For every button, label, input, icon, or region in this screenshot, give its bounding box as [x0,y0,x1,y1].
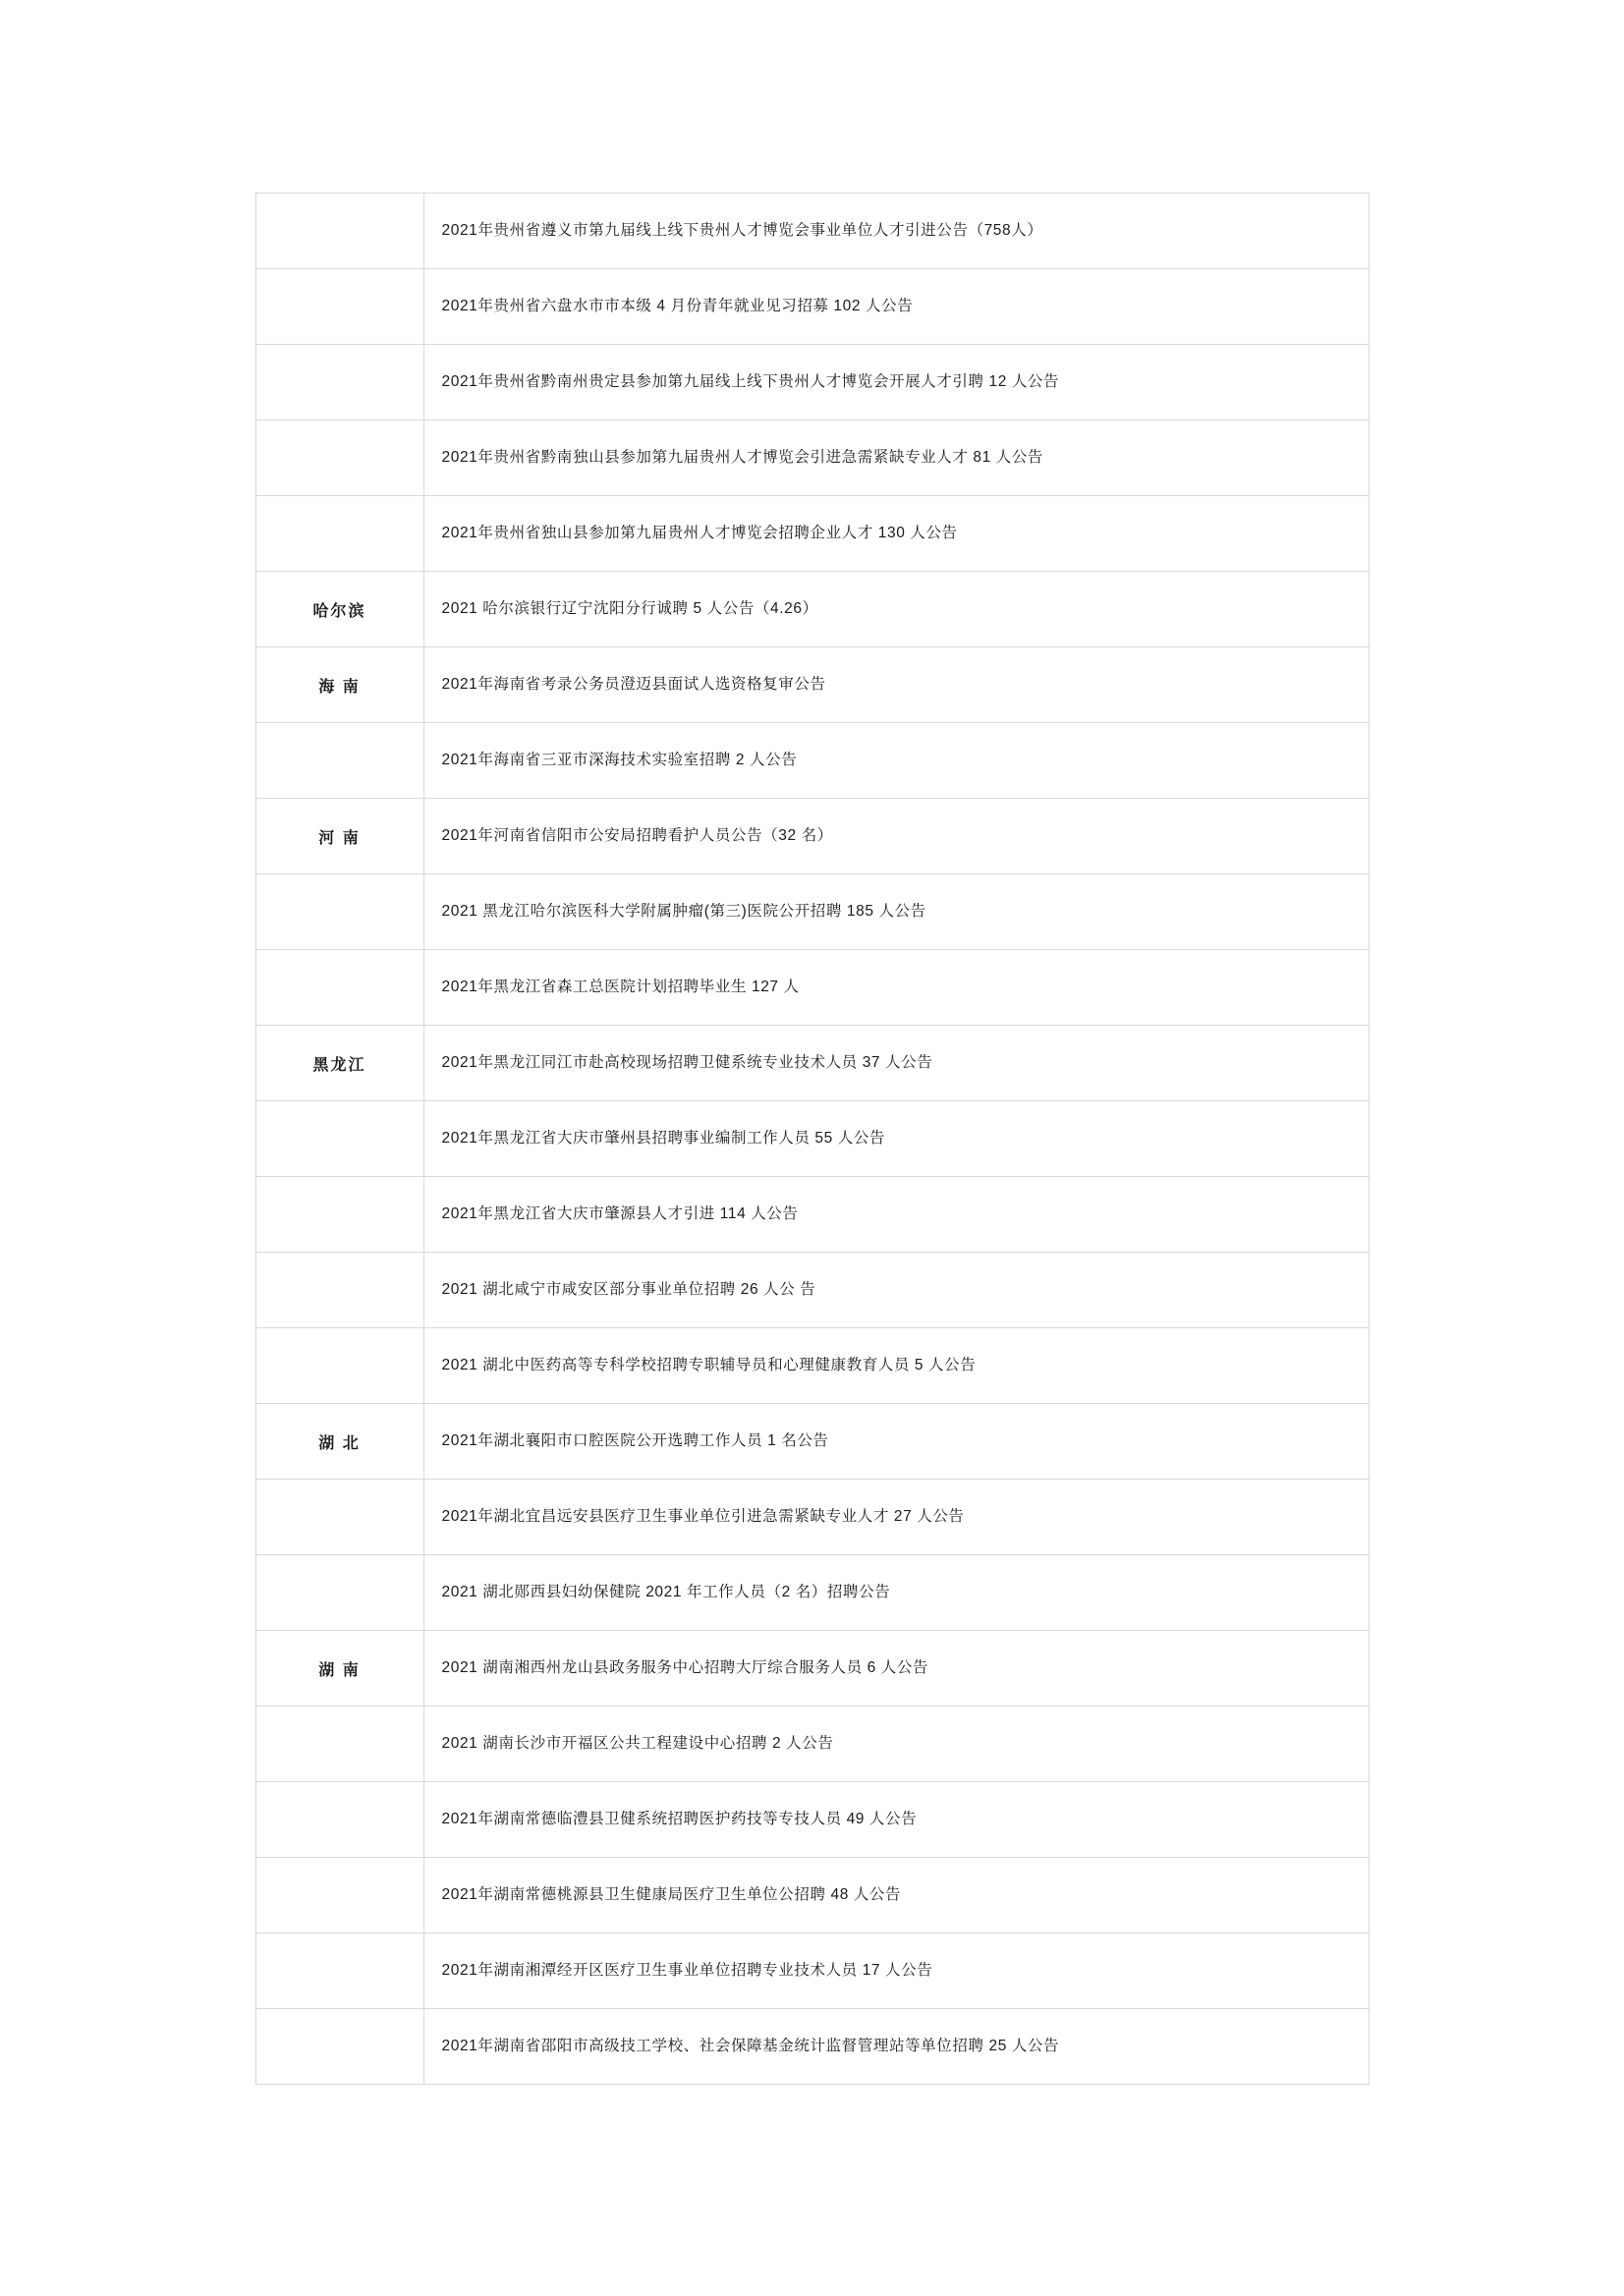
table-row [255,1101,1369,1177]
table-row [255,572,1369,647]
table-row [255,1253,1369,1328]
announcement-title-cell [423,1404,1369,1480]
announcement-title: 2021 哈尔滨银行辽宁沈阳分行诚聘 5 人公告（4.26） [441,599,818,617]
table-row [255,345,1369,420]
announcement-title-cell [423,1480,1369,1555]
announcement-title: 2021年贵州省黔南独山县参加第九届贵州人才博览会引进急需紧缺专业人才 81 人公告 [441,448,1044,466]
region-cell [255,1933,423,2009]
table-row [255,269,1369,345]
region-cell [255,1858,423,1933]
announcement-title-cell [423,1707,1369,1782]
announcement-title-cell [423,345,1369,420]
table-row [255,1782,1369,1858]
region-cell [255,1101,423,1177]
table-row [255,1555,1369,1631]
region-cell: 河 南 [255,799,423,874]
table-row [255,1858,1369,1933]
announcement-title: 2021年海南省三亚市深海技术实验室招聘 2 人公告 [441,751,798,768]
table-row [255,1026,1369,1101]
announcement-title: 2021年贵州省独山县参加第九届贵州人才博览会招聘企业人才 130 人公告 [441,524,958,541]
region-cell [255,194,423,269]
announcement-title-cell [423,1858,1369,1933]
table-row [255,1177,1369,1253]
announcement-title-cell [423,1328,1369,1404]
region-cell [255,874,423,950]
announcement-title-cell [423,1933,1369,2009]
announcement-title: 2021年黑龙江省森工总医院计划招聘毕业生 127 人 [441,978,800,995]
table-row [255,723,1369,799]
region-cell: 海 南 [255,647,423,723]
announcement-title-cell [423,194,1369,269]
region-cell [255,1253,423,1328]
table-row [255,496,1369,572]
announcement-title: 2021年湖南湘潭经开区医疗卫生事业单位招聘专业技术人员 17 人公告 [441,1961,933,1979]
announcement-title-cell [423,1253,1369,1328]
announcement-title-cell [423,799,1369,874]
announcement-title: 2021年湖南省邵阳市高级技工学校、社会保障基金统计监督管理站等单位招聘 25 人公告 [441,2037,1060,2054]
announcement-title: 2021 湖南湘西州龙山县政务服务中心招聘大厅综合服务人员 6 人公告 [441,1658,929,1676]
announcement-title: 2021年黑龙江省大庆市肇源县人才引进 114 人公告 [441,1204,799,1222]
table-row [255,194,1369,269]
table-row [255,1707,1369,1782]
region-cell: 黑龙江 [255,1026,423,1101]
announcement-title-cell [423,1631,1369,1707]
region-cell [255,1480,423,1555]
region-cell [255,269,423,345]
table-row [255,1328,1369,1404]
announcement-title: 2021年海南省考录公务员澄迈县面试人选资格复审公告 [441,675,826,693]
region-cell [255,723,423,799]
announcement-title: 2021 湖南长沙市开福区公共工程建设中心招聘 2 人公告 [441,1734,834,1752]
announcement-title: 2021年湖北宜昌远安县医疗卫生事业单位引进急需紧缺专业人才 27 人公告 [441,1507,965,1525]
table-row [255,1933,1369,2009]
announcement-title: 2021年河南省信阳市公安局招聘看护人员公告（32 名） [441,826,833,844]
announcement-title-cell [423,1101,1369,1177]
region-cell [255,2009,423,2085]
table-row [255,1404,1369,1480]
table-row [255,1631,1369,1707]
table-body [255,194,1369,2085]
announcement-title: 2021年贵州省六盘水市市本级 4 月份青年就业见习招募 102 人公告 [441,297,914,314]
region-cell [255,496,423,572]
announcement-title-cell [423,1177,1369,1253]
region-cell: 湖 北 [255,1404,423,1480]
announcement-title: 2021 湖北郧西县妇幼保健院 2021 年工作人员（2 名）招聘公告 [441,1583,891,1600]
table-row [255,950,1369,1026]
announcement-title-cell [423,1026,1369,1101]
announcement-title: 2021年湖南常德桃源县卫生健康局医疗卫生单位公招聘 48 人公告 [441,1885,902,1903]
announcement-title-cell [423,1555,1369,1631]
table-row [255,799,1369,874]
announcement-title-cell [423,420,1369,496]
region-cell [255,1707,423,1782]
table-row [255,420,1369,496]
announcement-title-cell [423,2009,1369,2085]
announcement-title: 2021 黑龙江哈尔滨医科大学附属肿瘤(第三)医院公开招聘 185 人公告 [441,902,926,920]
announcement-title-cell [423,1782,1369,1858]
table-row [255,874,1369,950]
announcement-title-cell [423,647,1369,723]
announcement-title: 2021年贵州省遵义市第九届线上线下贵州人才博览会事业单位人才引进公告（758人） [441,221,1043,239]
announcement-title: 2021年贵州省黔南州贵定县参加第九届线上线下贵州人才博览会开展人才引聘 12 人公告 [441,372,1060,390]
region-cell: 哈尔滨 [255,572,423,647]
announcement-title-cell [423,950,1369,1026]
announcement-title-cell [423,723,1369,799]
announcement-title-cell [423,572,1369,647]
table-row [255,647,1369,723]
announcement-title: 2021 湖北咸宁市咸安区部分事业单位招聘 26 人公 告 [441,1280,816,1298]
announcement-title: 2021 湖北中医药高等专科学校招聘专职辅导员和心理健康教育人员 5 人公告 [441,1356,977,1373]
announcement-title: 2021年黑龙江同江市赴高校现场招聘卫健系统专业技术人员 37 人公告 [441,1053,933,1071]
region-cell [255,1328,423,1404]
announcement-title-cell [423,269,1369,345]
announcement-title: 2021年湖南常德临澧县卫健系统招聘医护药技等专技人员 49 人公告 [441,1810,918,1827]
announcement-title-cell [423,496,1369,572]
table-row [255,1480,1369,1555]
announcement-title: 2021年湖北襄阳市口腔医院公开选聘工作人员 1 名公告 [441,1431,829,1449]
region-cell [255,1782,423,1858]
region-cell [255,1177,423,1253]
announcement-title-cell [423,874,1369,950]
recruitment-announcements-table [255,193,1370,2085]
region-cell [255,1555,423,1631]
region-cell: 湖 南 [255,1631,423,1707]
announcement-title: 2021年黑龙江省大庆市肇州县招聘事业编制工作人员 55 人公告 [441,1129,886,1147]
table-row [255,2009,1369,2085]
region-cell [255,420,423,496]
region-cell [255,345,423,420]
region-cell [255,950,423,1026]
